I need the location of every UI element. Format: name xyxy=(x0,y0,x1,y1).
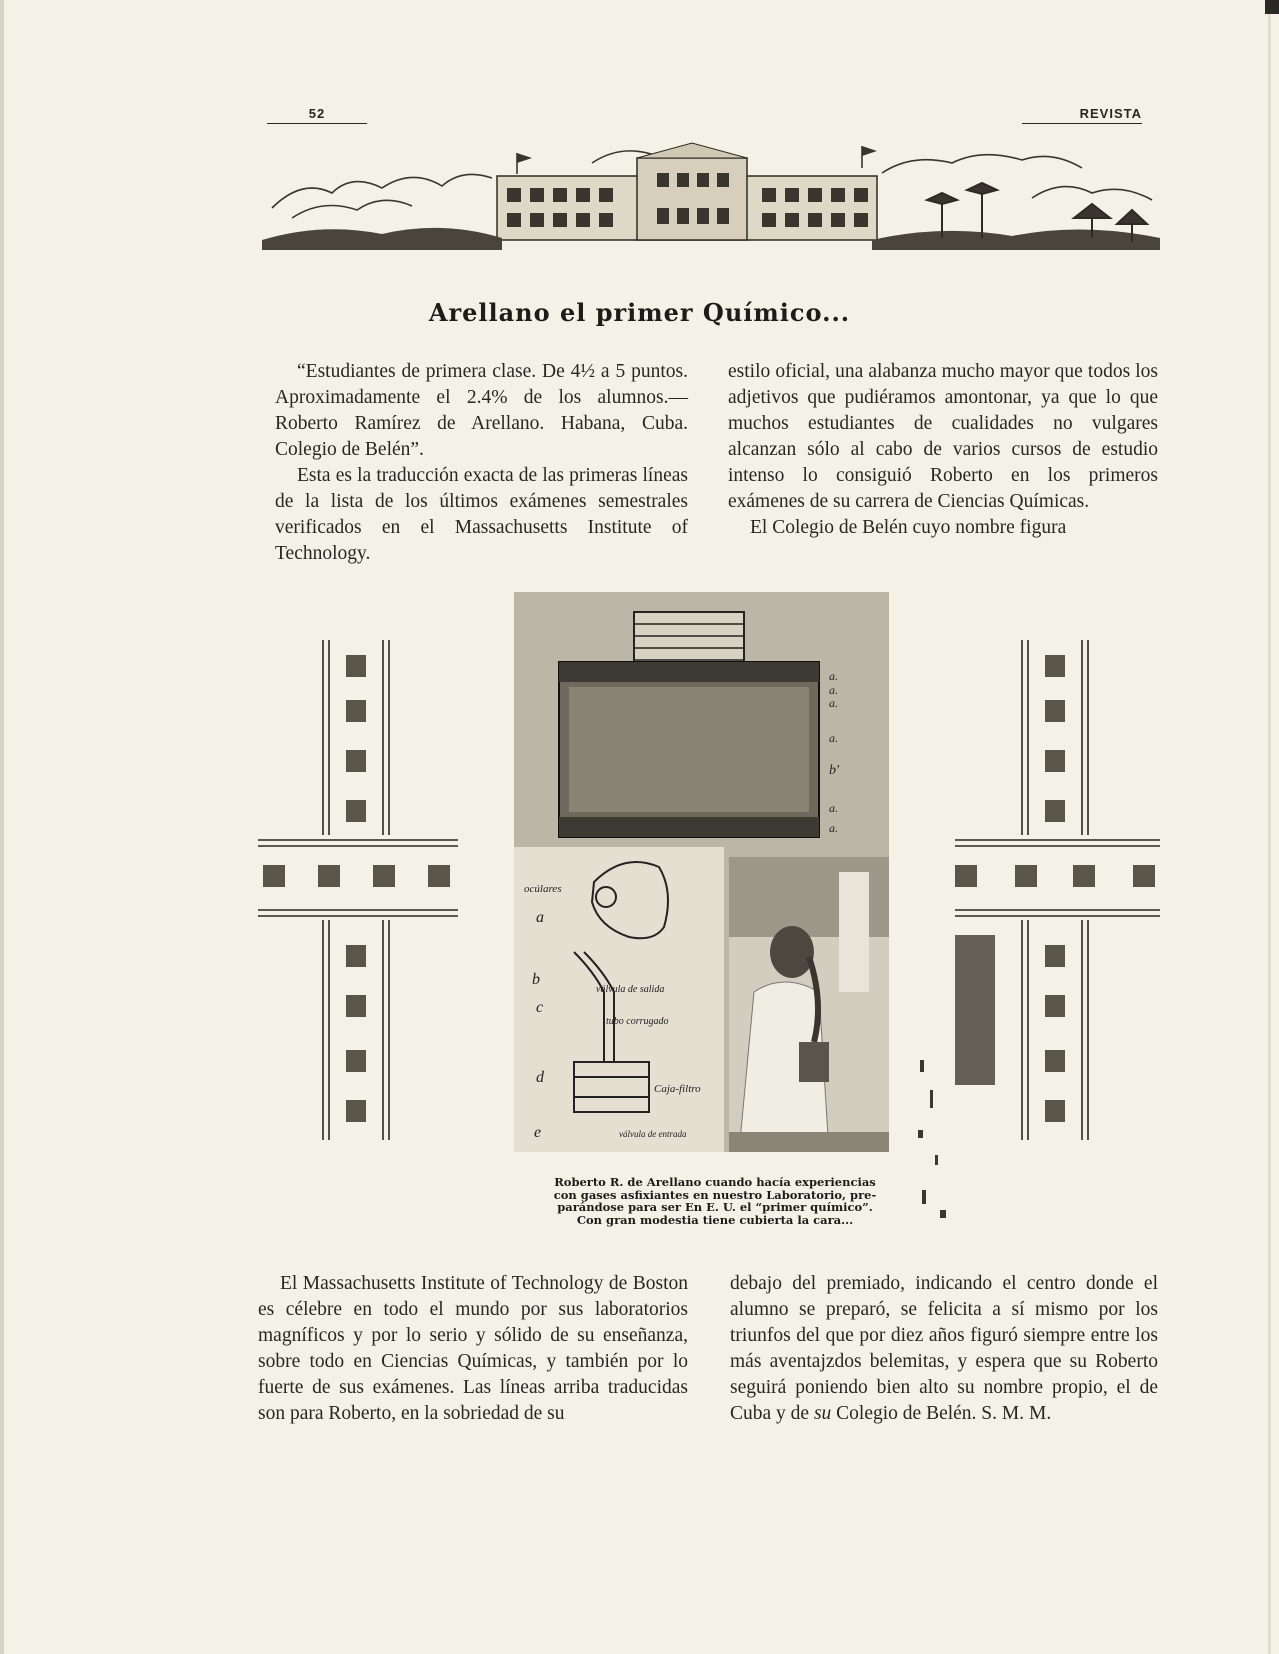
page-corner xyxy=(1265,0,1279,14)
diagram-label: tubo corrugado xyxy=(606,1016,669,1027)
running-header: REVISTA xyxy=(1022,106,1142,124)
decorative-border-right xyxy=(955,640,1160,1140)
diagram-label: d xyxy=(536,1069,544,1086)
page-edge xyxy=(1268,0,1271,1654)
page-edge xyxy=(0,0,4,1654)
diagram-label: b xyxy=(532,971,540,988)
school-banner-illustration xyxy=(262,138,1160,258)
paragraph xyxy=(730,1271,1158,1427)
paragraph: El Colegio de Belén cuyo nombre figura xyxy=(750,517,1067,538)
diagram-label: válvula de salida xyxy=(596,984,665,995)
diagram-label: a xyxy=(536,909,544,926)
paragraph: estilo oficial, una alabanza mucho mayor que todos los adjetivos que pudiéramos amontonar, ya que lo que muchos estudiantes de cualidades no vulgares alcanzan sólo al cabo de varios cursos de estudio intenso lo consiguió Roberto en los primeros exámenes de su carrera de Ciencias Químicas. xyxy=(728,361,1158,512)
gas-mask-photo-figure xyxy=(514,592,889,1152)
figure-caption xyxy=(520,1176,910,1226)
article-title: Arellano el primer Químico... xyxy=(428,298,851,327)
filter-label: a. xyxy=(829,696,838,710)
print-specks xyxy=(910,940,970,1240)
caption-line: Con gran modestia tiene cubierta la cara... xyxy=(576,1212,854,1227)
column-top-right xyxy=(728,359,1158,541)
caption-line: parándose para ser En E. U. el “primer químico”. xyxy=(557,1200,873,1214)
column-top-left xyxy=(275,359,688,567)
paragraph-text: Colegio de Belén. S. M. M. xyxy=(831,1403,1052,1424)
filter-label: a. xyxy=(829,683,838,697)
paragraph: Esta es la traducción exacta de las primeras líneas de la lista de los últimos exámenes semestrales verificados en el Massachusetts Institute of Technology. xyxy=(275,465,688,564)
filter-label: a. xyxy=(829,669,838,683)
column-bottom-left xyxy=(258,1271,688,1427)
diagram-label: c xyxy=(536,999,544,1016)
decorative-border-left xyxy=(258,640,458,1140)
filter-label: a. xyxy=(829,821,838,835)
paragraph: “Estudiantes de primera clase. De 4½ a 5 puntos. Aproximadamente el 2.4% de los alumnos.—Roberto Ramírez de Arellano. Habana, Cuba. Colegio de Belén”. xyxy=(275,361,688,460)
diagram-label: e xyxy=(534,1124,542,1141)
paragraph-text: debajo del premiado, indicando el centro donde el alumno se preparó, se felicita a sí mismo por los triunfos del que por diez años figuró siempre entre los más aventajzdos belemitas, y espera que su Roberto seguirá poniendo bien alto su nombre propio, el de Cuba y de xyxy=(730,1273,1158,1424)
page-number: 52 xyxy=(267,106,367,124)
diagram-label: ocúlares xyxy=(524,883,562,895)
diagram-label: válvula de entrada xyxy=(619,1129,687,1139)
filter-label: a. xyxy=(829,731,838,745)
column-bottom-right xyxy=(730,1271,1158,1427)
filter-label: b' xyxy=(829,763,839,778)
caption-line: con gases asfixiantes en nuestro Laboratorio, pre- xyxy=(553,1187,877,1202)
diagram-label: Caja-filtro xyxy=(654,1083,701,1095)
caption-line: Roberto R. de Arellano cuando hacía experiencias xyxy=(554,1175,876,1189)
filter-label: a. xyxy=(829,801,838,815)
paragraph: El Massachusetts Institute of Technology de Boston es célebre en todo el mundo por sus laboratorios magníficos y por lo serio y sólido de su enseñanza, sobre todo en Ciencias Químicas, y también por lo fuerte de sus exámenes. Las líneas arriba traducidas son para Roberto, en la sobriedad de su xyxy=(258,1273,688,1424)
student-photo xyxy=(729,857,889,1152)
emphasis: su xyxy=(813,1403,832,1424)
